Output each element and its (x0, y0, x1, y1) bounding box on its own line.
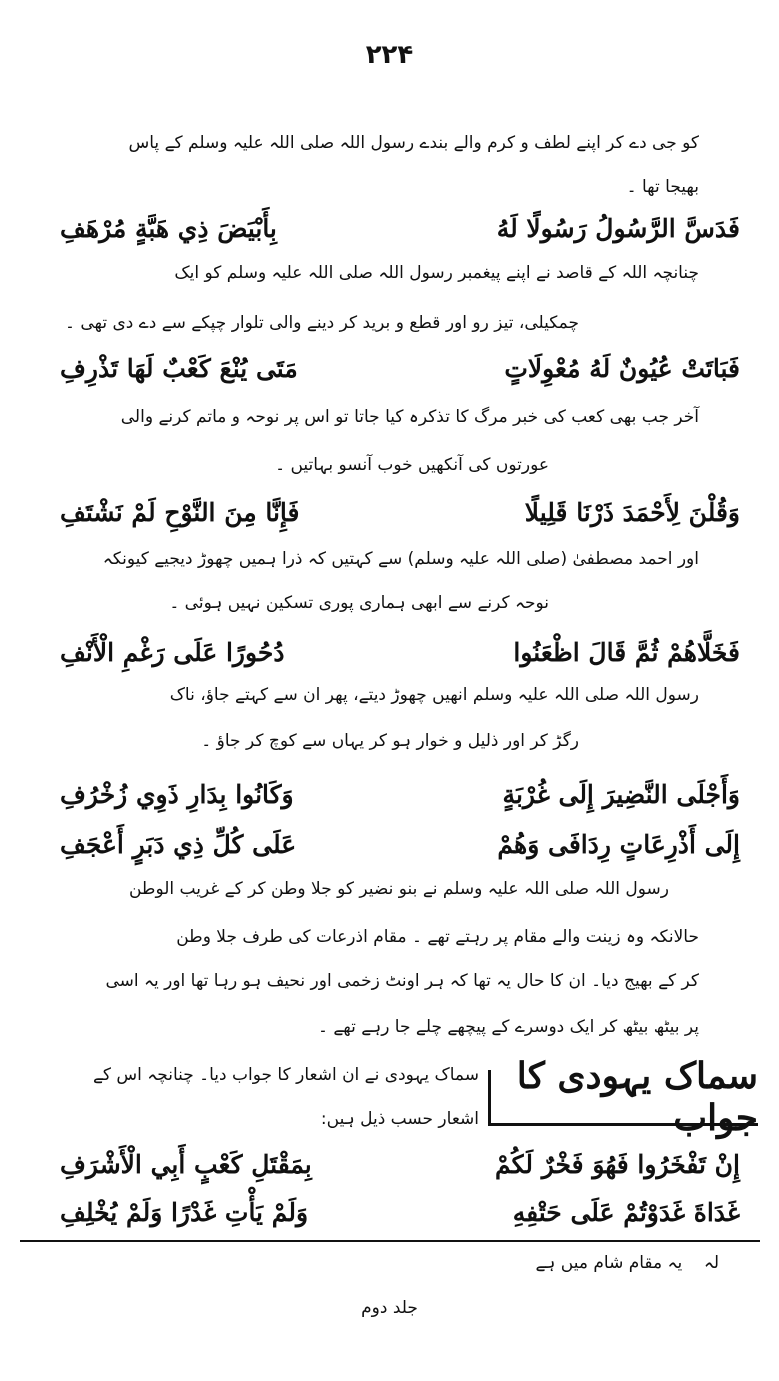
verse-second-hemistich: عَلَى كُلِّ ذِي دَبَرٍ أَعْجَفِ (60, 829, 297, 859)
verse-second-hemistich: وَلَمْ يَأْتِ غَدْرًا وَلَمْ يُخْلِفِ (60, 1197, 309, 1227)
page-number: ۲۲۴ (365, 40, 414, 70)
prose-line: بھیجا تھا ۔ (626, 177, 699, 197)
verse-couplet (60, 822, 740, 866)
prose-line: چمکیلی، تیز رو اور قطع و برید کر دینے والی تلوار چپکے سے دے دی تھی ۔ (64, 313, 579, 333)
section-intro-line: سماک یہودی نے ان اشعار کا جواب دیا۔ چنانچہ اس کے (92, 1065, 479, 1085)
footnote-text: یہ مقام شام میں ہے (535, 1253, 683, 1273)
prose-line: کو جی دے کر اپنے لطف و کرم والے بندے رسول اللہ صلی اللہ علیہ وسلم کے پاس (128, 133, 699, 153)
footnote-divider (20, 1240, 760, 1242)
verse-first-hemistich: وَأَجْلَى النَّضِيرَ إِلَى غُرْبَةٍ (502, 779, 740, 809)
volume-label: جلد دوم (361, 1298, 418, 1318)
verse-second-hemistich: بِأَبْيَضَ ذِي هَبَّةٍ مُرْهَفِ (60, 213, 277, 243)
verse-first-hemistich: فَبَاتَتْ عُيُونٌ لَهُ مُعْوِلَاتٍ (504, 353, 740, 383)
verse-second-hemistich: فَإِنَّا مِنَ النَّوْحِ لَمْ نَشْتَفِ (60, 497, 300, 527)
verse-couplet (60, 206, 740, 250)
prose-line: چنانچہ اللہ کے قاصد نے اپنے پیغمبر رسول اللہ صلی اللہ علیہ وسلم کو ایک (174, 263, 699, 283)
verse-couplet (60, 772, 740, 816)
section-intro-line: اشعار حسب ذیل ہیں: (320, 1109, 479, 1129)
prose-line: آخر جب بھی کعب کی خبر مرگ کا تذکرہ کیا جاتا تو اس پر نوحہ و ماتم کرنے والی (120, 407, 699, 427)
verse-first-hemistich: غَدَاةَ غَدَوْتُمْ عَلَى حَتْفِهِ (512, 1197, 740, 1227)
verse-first-hemistich: فَدَسَّ الرَّسُولُ رَسُولًا لَهُ (496, 213, 740, 243)
verse-first-hemistich: إِنْ تَفْخَرُوا فَهُوَ فَخْرٌ لَكُمْ (494, 1149, 740, 1179)
section-heading: سماک یہودی کا جواب (516, 1054, 758, 1139)
prose-line: حالانکہ وہ زینت والے مقام پر رہتے تھے ۔ مقام اذرعات کی طرف جلا وطن (176, 927, 699, 947)
verse-first-hemistich: فَخَلَّاهُمْ ثُمَّ قَالَ اظْعَنُوا (513, 637, 740, 667)
verse-second-hemistich: وَكَانُوا بِدَارِ ذَوِي زُخْرُفِ (60, 779, 294, 809)
prose-line: پر بیٹھ بیٹھ کر ایک دوسرے کے پیچھے چلے جا رہے تھے ۔ (317, 1017, 699, 1037)
verse-first-hemistich: وَقُلْنَ لِأَحْمَدَ ذَرْنَا قَلِيلًا (524, 497, 740, 527)
prose-line: رگڑ کر اور ذلیل و خوار ہو کر یہاں سے کوچ کر جاؤ ۔ (201, 731, 579, 751)
prose-line: نوحہ کرنے سے ابھی ہماری پوری تسکین نہیں ہوئی ۔ (169, 593, 549, 613)
prose-line: عورتوں کی آنکھیں خوب آنسو بہاتیں ۔ (275, 455, 549, 475)
verse-couplet (60, 1142, 740, 1186)
prose-line: رسول اللہ صلی اللہ علیہ وسلم نے بنو نضیر کو جلا وطن کر کے غریب الوطن (128, 879, 669, 899)
verse-second-hemistich: بِمَقْتَلِ كَعْبٍ أَبِي الْأَشْرَفِ (60, 1149, 312, 1179)
footnote-marker: لہ (703, 1253, 719, 1273)
verse-couplet (60, 490, 740, 534)
verse-couplet (60, 630, 740, 674)
verse-couplet (60, 346, 740, 390)
verse-second-hemistich: دُحُورًا عَلَى رَغْمِ الْأَنْفِ (60, 637, 285, 667)
prose-line: اور احمد مصطفیٰ (صلی اللہ علیہ وسلم) سے کہتیں کہ ذرا ہمیں چھوڑ دیجیے کیونکہ (102, 549, 699, 569)
verse-first-hemistich: إِلَى أَذْرِعَاتٍ رِدَافَى وَهُمْ (497, 829, 740, 859)
footnote (535, 1252, 719, 1273)
section-heading-box (488, 1054, 758, 1139)
prose-line: کر کے بھیج دیا۔ ان کا حال یہ تھا کہ ہر اونٹ زخمی اور نحیف ہو رہا تھا اور یہ اسی (105, 971, 699, 991)
prose-line: رسول اللہ صلی اللہ علیہ وسلم انھیں چھوڑ دیتے، پھر ان سے کہتے جاؤ، ناک (169, 685, 699, 705)
verse-second-hemistich: مَتَى يُنْعَ كَعْبٌ لَهَا تَذْرِفِ (60, 353, 298, 383)
verse-couplet (60, 1190, 740, 1234)
